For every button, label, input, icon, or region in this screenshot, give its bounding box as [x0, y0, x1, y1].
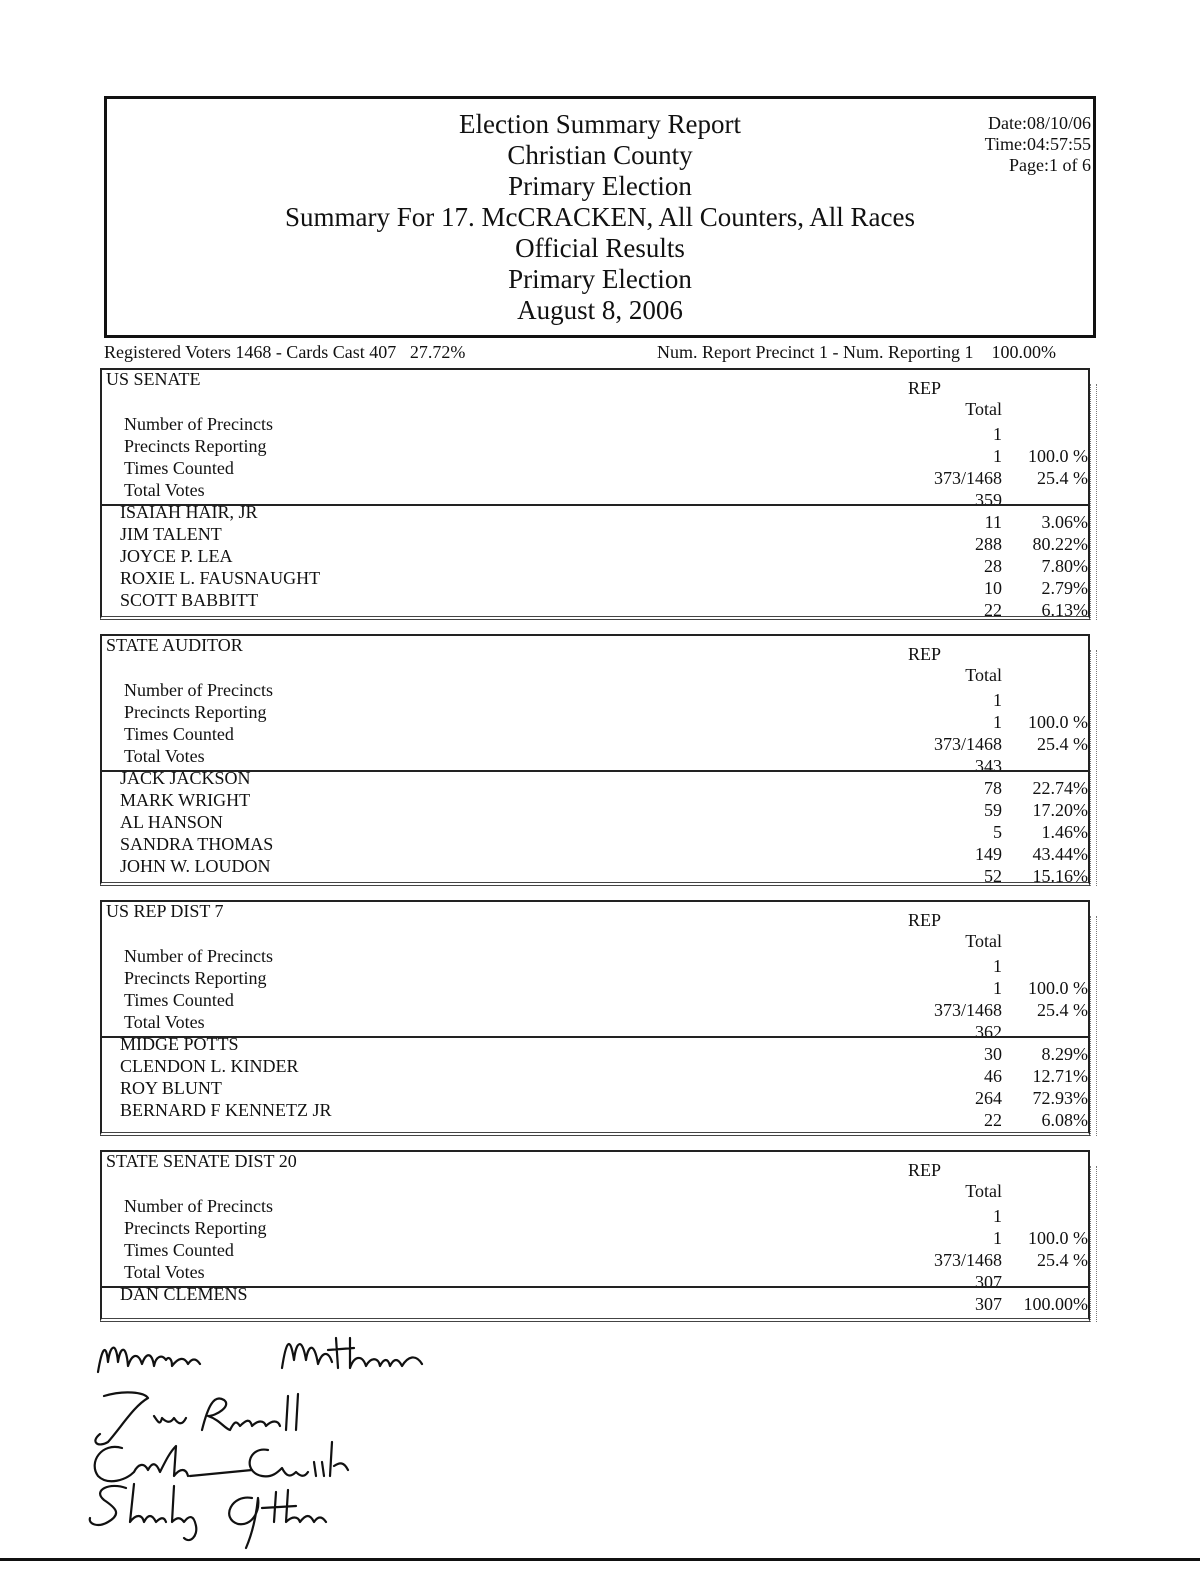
stat-row: Times Counted 373/1468 25.4 % — [124, 1240, 1088, 1270]
scan-border-bottom — [0, 1558, 1200, 1561]
report-header — [104, 96, 1096, 338]
turnout-percent: 27.72% — [409, 342, 466, 362]
stat-row: Times Counted 373/1468 25.4 % — [124, 458, 1088, 488]
page-number: Page:1 of 6 — [1009, 155, 1091, 175]
candidate-row: BERNARD F KENNETZ JR 22 6.08% — [120, 1100, 1088, 1130]
stat-row: Number of Precincts 1 — [124, 414, 1002, 444]
summary-scope: Summary For 17. McCRACKEN, All Counters, All Races — [285, 202, 915, 232]
stat-row: Precincts Reporting 1 100.0 % — [124, 968, 1088, 998]
stat-row: Times Counted 373/1468 25.4 % — [124, 990, 1088, 1020]
total-header: Total — [965, 931, 1002, 951]
candidate-row: JIM TALENT 288 80.22% — [120, 524, 1088, 554]
candidate-row: DAN CLEMENS 307 100.00% — [120, 1284, 1088, 1314]
total-header: Total — [965, 1181, 1002, 1201]
race-title: US REP DIST 7 — [106, 901, 224, 921]
race-state-auditor — [100, 634, 1090, 886]
stat-row: Total Votes 343 — [124, 746, 1002, 776]
race-title: STATE AUDITOR — [106, 635, 243, 655]
total-header: Total — [965, 399, 1002, 419]
candidate-row: CLENDON L. KINDER 46 12.71% — [120, 1056, 1088, 1086]
report-date: Date:08/10/06 — [988, 113, 1091, 133]
election-date: August 8, 2006 — [517, 295, 683, 325]
registered-voters: Registered Voters 1468 - Cards Cast 407 27.72% — [104, 342, 466, 362]
party-label: REP — [908, 644, 942, 664]
candidate-row: MIDGE POTTS 30 8.29% — [120, 1034, 1088, 1064]
candidate-row: JACK JACKSON 78 22.74% — [120, 768, 1088, 798]
report-title-block — [107, 109, 1093, 326]
candidate-row: SANDRA THOMAS 149 43.44% — [120, 834, 1088, 864]
race-us-rep-dist-7 — [100, 900, 1090, 1136]
candidate-row: ISAIAH HAIR, JR 11 3.06% — [120, 502, 1088, 532]
stat-row: Number of Precincts 1 — [124, 1196, 1002, 1226]
stat-row: Precincts Reporting 1 100.0 % — [124, 702, 1088, 732]
candidate-row: JOHN W. LOUDON 52 15.16% — [120, 856, 1088, 886]
stat-row: Precincts Reporting 1 100.0 % — [124, 1218, 1088, 1248]
reporting-summary: Num. Report Precinct 1 - Num. Reporting 1 100.00% — [657, 342, 1056, 362]
results-status: Official Results — [515, 233, 685, 263]
stat-row: Total Votes 359 — [124, 480, 1002, 510]
stat-row: Times Counted 373/1468 25.4 % — [124, 724, 1088, 754]
stat-row: Precincts Reporting 1 100.0 % — [124, 436, 1088, 466]
candidate-row: AL HANSON 5 1.46% — [120, 812, 1088, 842]
stat-row: Total Votes 362 — [124, 1012, 1002, 1042]
stat-row: Number of Precincts 1 — [124, 680, 1002, 710]
candidate-row: ROXIE L. FAUSNAUGHT 10 2.79% — [120, 568, 1088, 598]
party-label: REP — [908, 910, 942, 930]
election-type: Primary Election — [508, 171, 692, 201]
total-header: Total — [965, 665, 1002, 685]
reporting-percent: 100.00% — [991, 342, 1056, 362]
candidate-row: JOYCE P. LEA 28 7.80% — [120, 546, 1088, 576]
report-time: Time:04:57:55 — [984, 134, 1091, 154]
race-state-senate-dist-20 — [100, 1150, 1090, 1322]
signature-marian-matthews — [92, 1328, 462, 1388]
election-type-repeat: Primary Election — [508, 264, 692, 294]
race-us-senate — [100, 368, 1090, 620]
signature-shirley-pettle — [82, 1478, 382, 1552]
party-label: REP — [908, 378, 942, 398]
report-title: Election Summary Report — [459, 109, 741, 139]
candidate-row: ROY BLUNT 264 72.93% — [120, 1078, 1088, 1108]
race-title: US SENATE — [106, 369, 201, 389]
stat-row: Total Votes 307 — [124, 1262, 1002, 1292]
stat-row: Number of Precincts 1 — [124, 946, 1002, 976]
candidate-row: SCOTT BABBITT 22 6.13% — [120, 590, 1088, 620]
report-meta — [985, 113, 1091, 176]
candidate-row: MARK WRIGHT 59 17.20% — [120, 790, 1088, 820]
party-label: REP — [908, 1160, 942, 1180]
race-title: STATE SENATE DIST 20 — [106, 1151, 297, 1171]
county-name: Christian County — [507, 140, 693, 170]
